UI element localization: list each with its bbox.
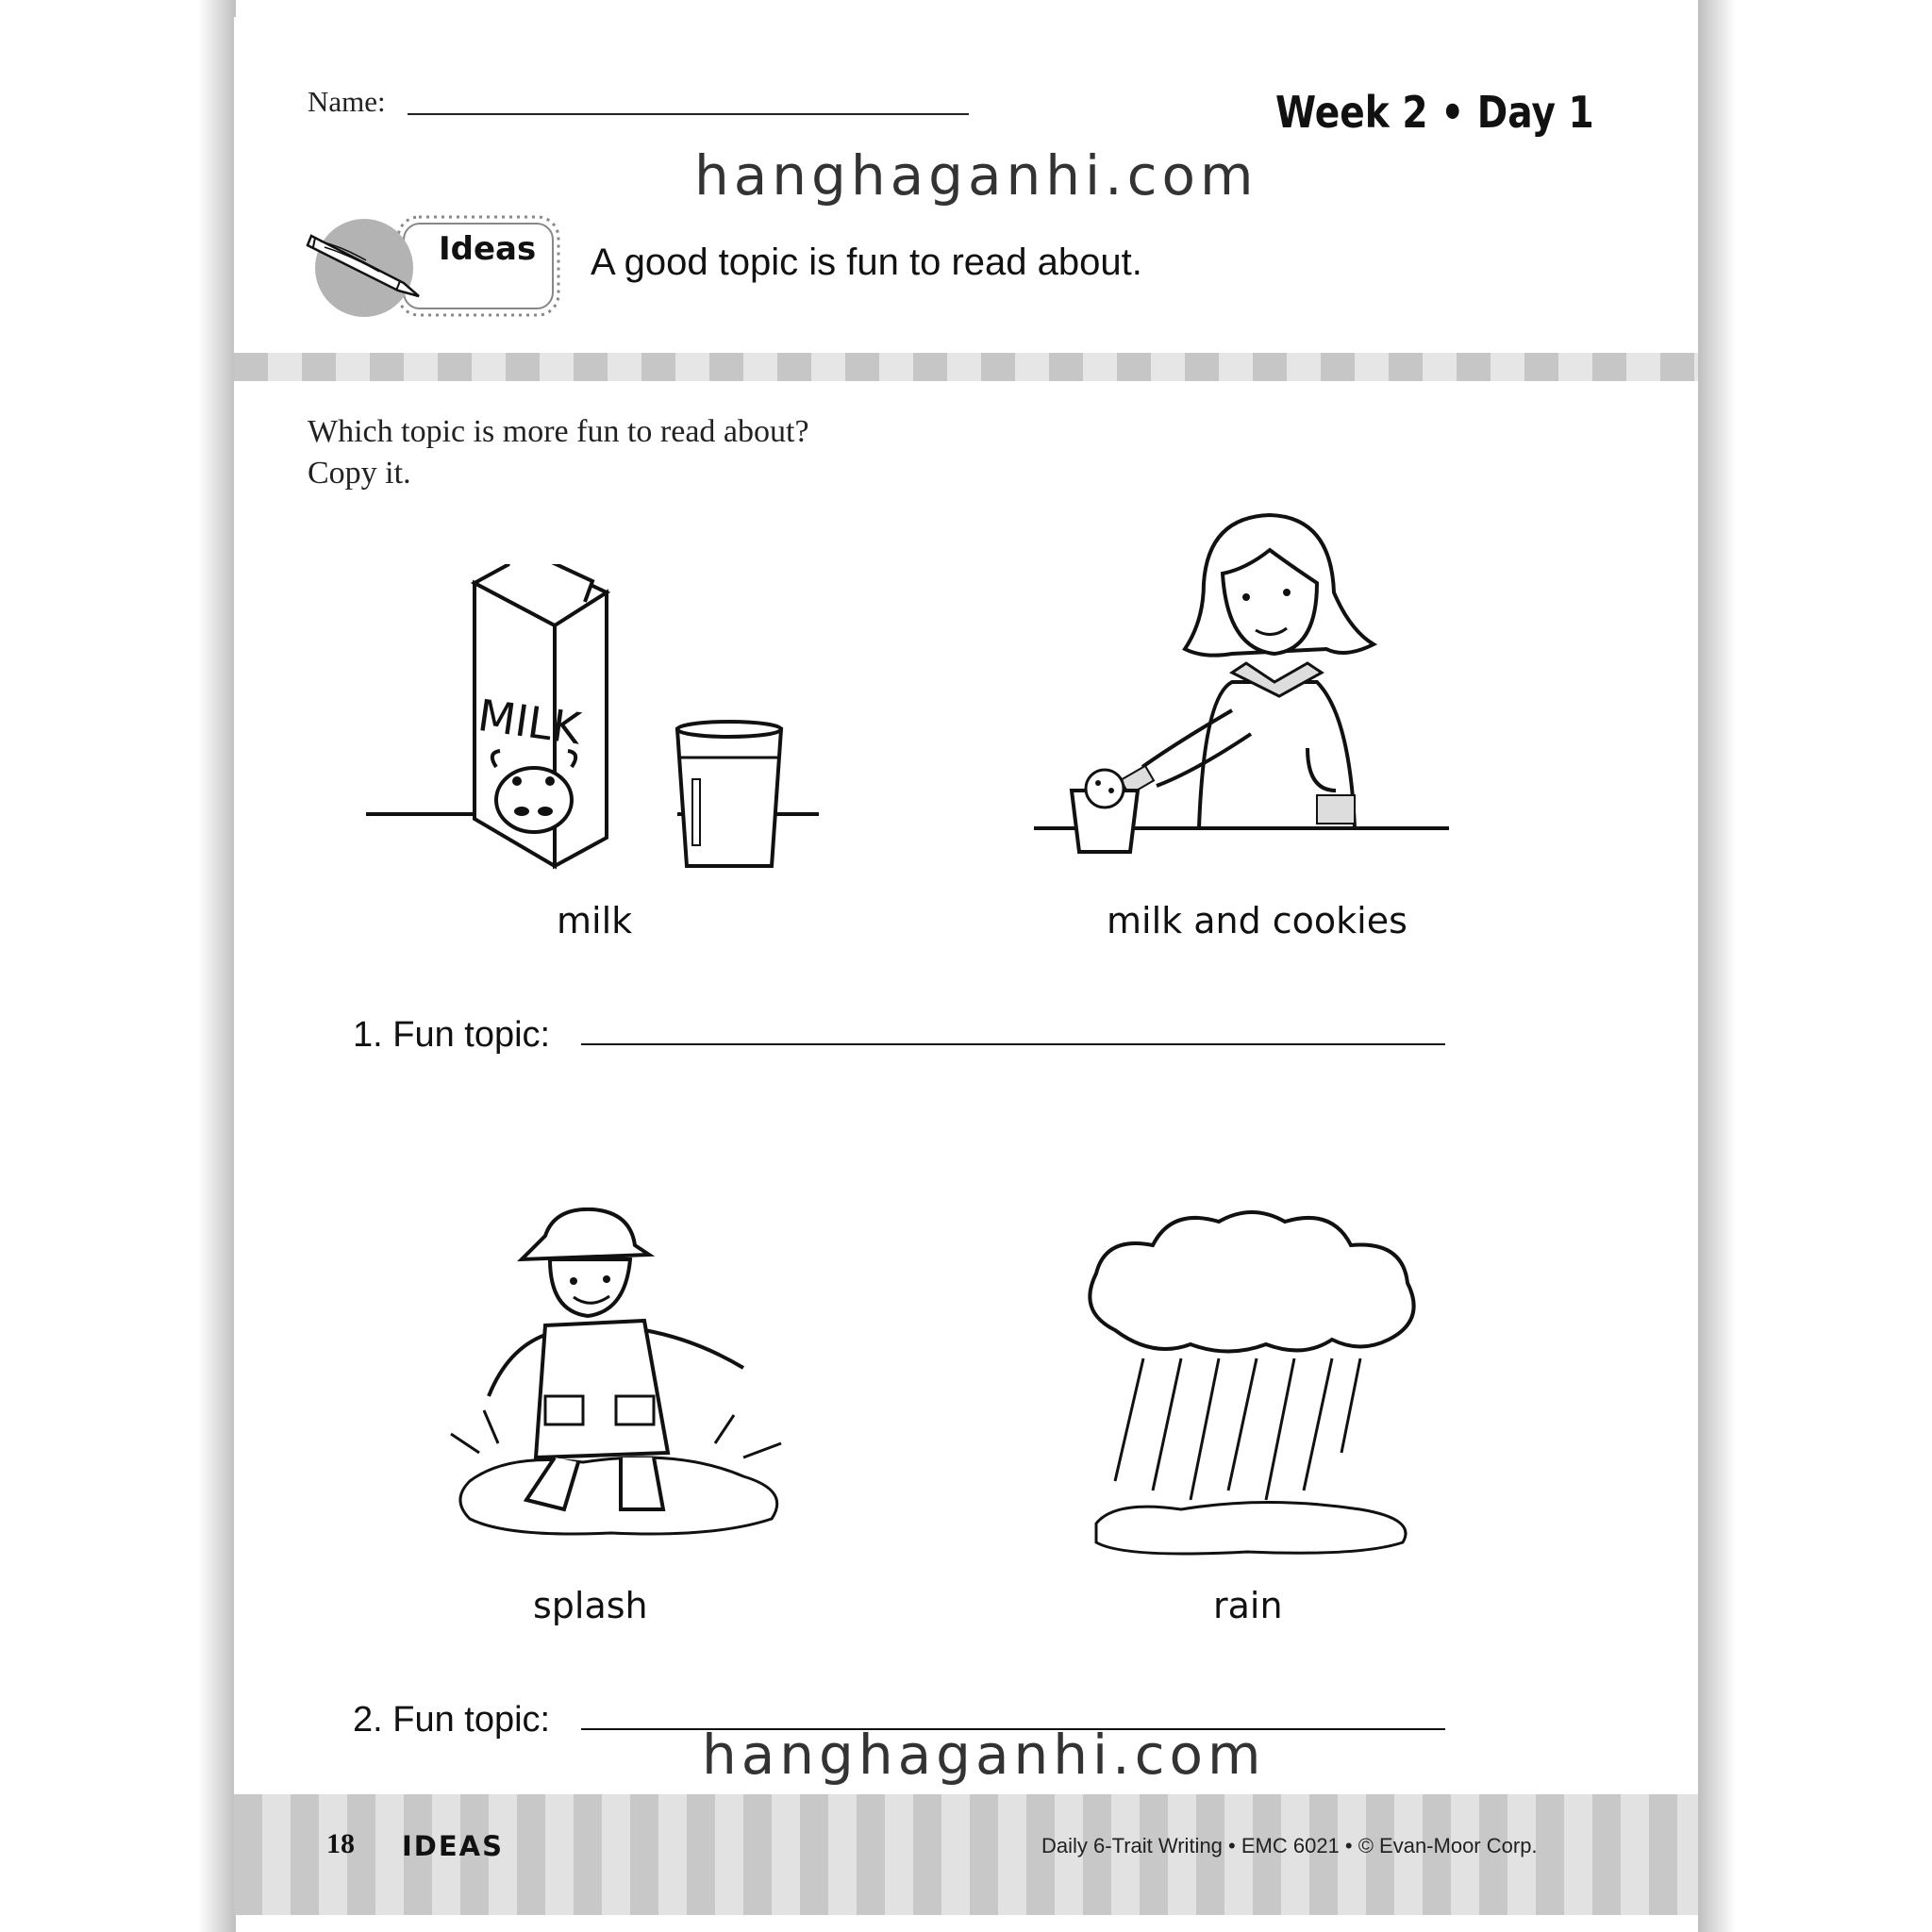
footer-section-label: IDEAS xyxy=(402,1830,505,1862)
caption-milk: milk xyxy=(557,900,633,941)
rain-cloud-illustration xyxy=(1077,1208,1426,1575)
instructions xyxy=(308,411,809,494)
watermark-top: hanghaganhi.com xyxy=(694,143,1258,208)
watermark-bottom: hanghaganhi.com xyxy=(702,1723,1266,1787)
name-label: Name: xyxy=(308,85,386,118)
ideas-badge-label: Ideas xyxy=(439,230,537,268)
answer-2-label: 2. Fun topic: xyxy=(353,1700,551,1740)
page-shadow-left xyxy=(198,0,236,1932)
pencil-icon xyxy=(306,228,428,304)
name-line[interactable] xyxy=(408,113,969,115)
caption-milk-and-cookies: milk and cookies xyxy=(1107,900,1407,941)
page-shadow-right xyxy=(1698,0,1736,1932)
week-day-heading: Week 2 • Day 1 xyxy=(1275,87,1594,138)
answer-1-line[interactable] xyxy=(581,1043,1445,1045)
milk-carton-illustration xyxy=(366,564,819,894)
milk-carton-text: MILK xyxy=(475,689,584,755)
page-number: 18 xyxy=(326,1828,355,1859)
trait-tagline: A good topic is fun to read about. xyxy=(591,242,1142,283)
girl-milk-cookies-illustration xyxy=(1034,508,1468,894)
worksheet-page xyxy=(234,17,1698,1915)
answer-1-label: 1. Fun topic: xyxy=(353,1015,551,1055)
header-stripe-band xyxy=(234,353,1698,381)
caption-splash: splash xyxy=(533,1585,648,1626)
boy-splash-illustration xyxy=(432,1208,809,1575)
instruction-line-2: Copy it. xyxy=(308,456,411,491)
footer-credit: Daily 6-Trait Writing • EMC 6021 • © Evan-Moor Corp. xyxy=(1041,1834,1538,1857)
instruction-line-1: Which topic is more fun to read about? xyxy=(308,414,809,449)
caption-rain: rain xyxy=(1213,1585,1283,1626)
